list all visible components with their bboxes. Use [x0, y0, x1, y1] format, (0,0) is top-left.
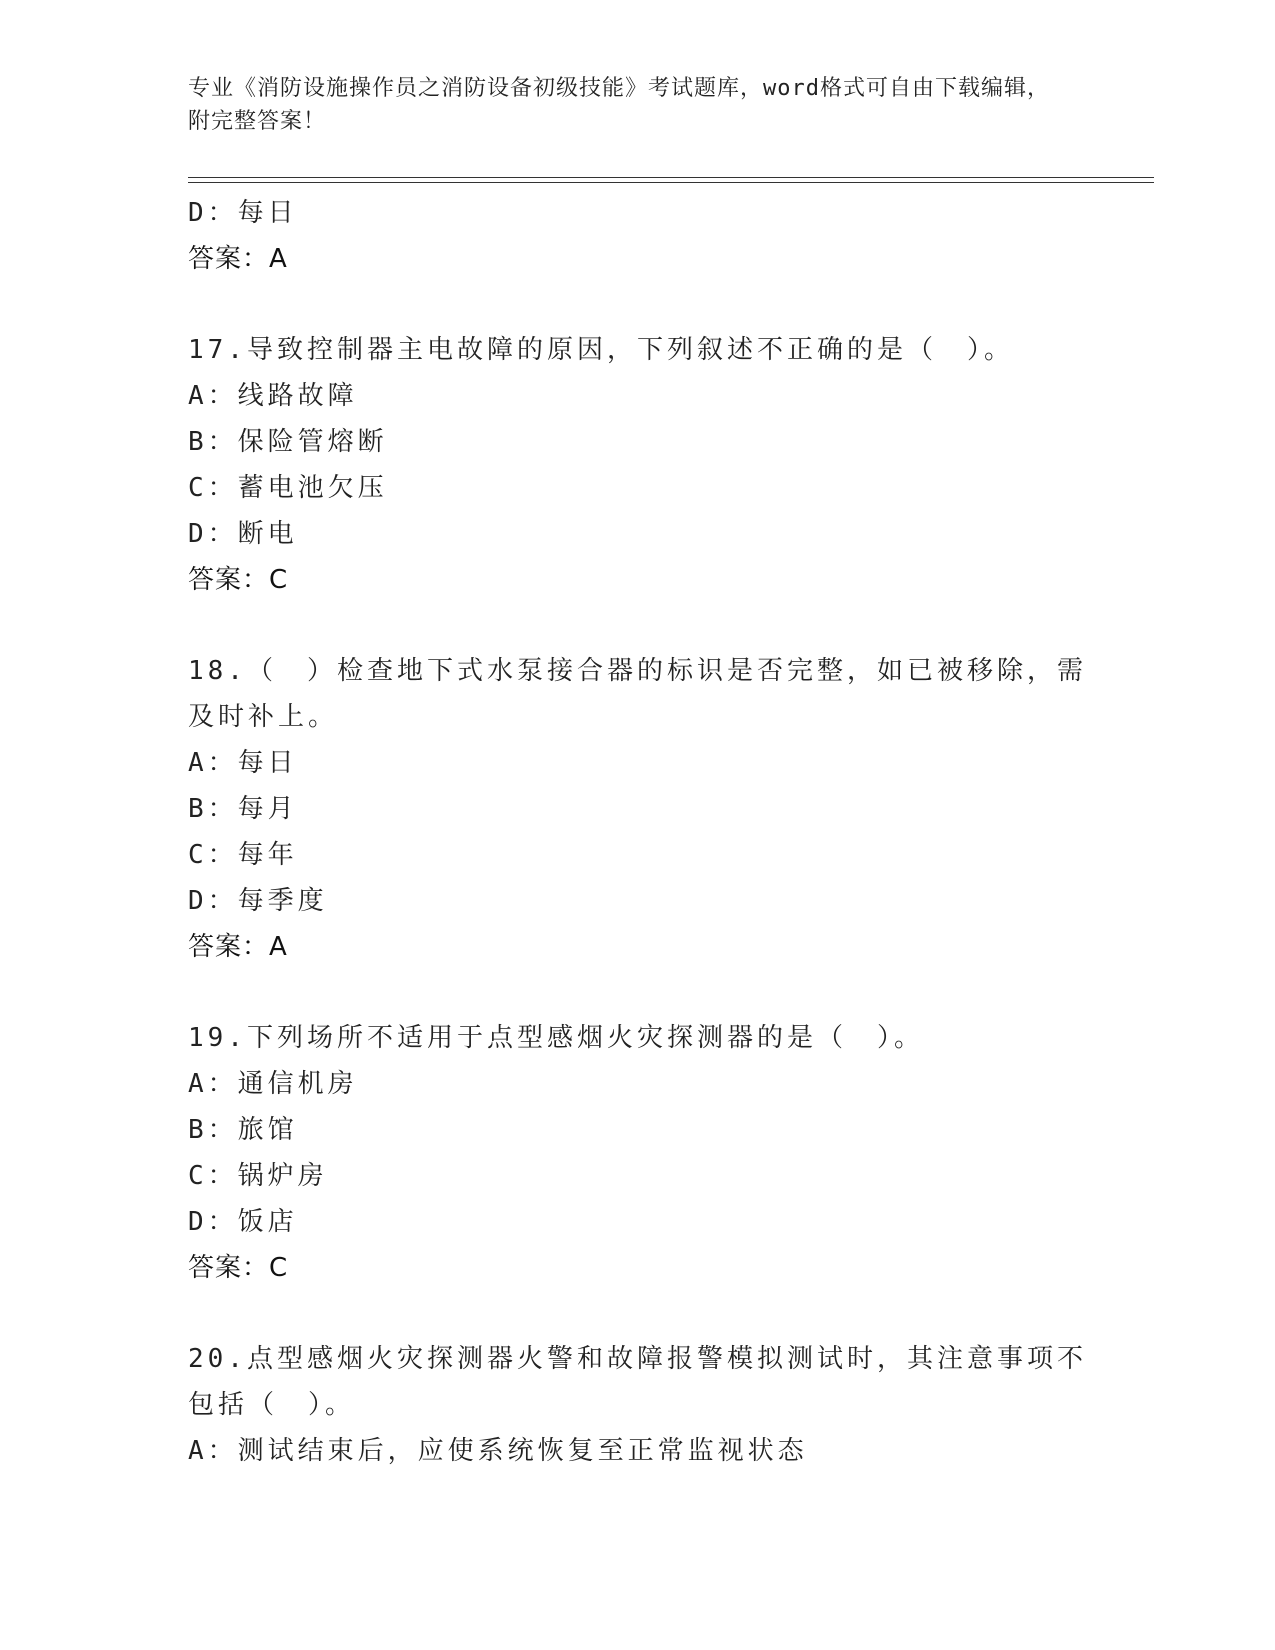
option-line: D：断电 — [188, 519, 298, 549]
option-line: B：每月 — [188, 794, 298, 824]
option-line: B：保险管熔断 — [188, 427, 388, 457]
option-line: A：测试结束后，应使系统恢复至正常监视状态 — [188, 1436, 808, 1466]
answer-line: 答案：A — [188, 244, 288, 274]
option-line: D：每日 — [188, 198, 298, 228]
option-line: C：蓄电池欠压 — [188, 473, 388, 503]
option-line: D：每季度 — [188, 886, 328, 916]
question-stem: 20.点型感烟火灾探测器火警和故障报警模拟测试时，其注意事项不包括（ ）。 — [188, 1344, 1087, 1420]
question-stem: 18.（ ）检查地下式水泵接合器的标识是否完整，如已被移除，需及时补上。 — [188, 656, 1087, 732]
answer-line: 答案：C — [188, 565, 289, 595]
question-17 — [188, 327, 1088, 603]
option-line: A：线路故障 — [188, 381, 358, 411]
question-stem: 17.导致控制器主电故障的原因，下列叙述不正确的是（ ）。 — [188, 335, 1014, 365]
question-18 — [188, 648, 1088, 970]
header-rule-bottom — [188, 182, 1154, 183]
question-stem: 19.下列场所不适用于点型感烟火灾探测器的是（ ）。 — [188, 1023, 924, 1053]
question-19 — [188, 1015, 1088, 1291]
option-line: C：每年 — [188, 840, 298, 870]
option-line: D：饭店 — [188, 1207, 298, 1237]
answer-line: 答案：C — [188, 1253, 289, 1283]
option-line: B：旅馆 — [188, 1115, 298, 1145]
option-line: A：通信机房 — [188, 1069, 358, 1099]
question-20 — [188, 1336, 1088, 1474]
option-line: C：锅炉房 — [188, 1161, 328, 1191]
option-line: A：每日 — [188, 748, 298, 778]
answer-line: 答案：A — [188, 932, 288, 962]
question-list — [188, 190, 1088, 1474]
page-header: 专业《消防设施操作员之消防设备初级技能》考试题库，word格式可自由下载编辑，附完整答案！ — [188, 76, 1050, 134]
header-rule-top — [188, 177, 1154, 178]
